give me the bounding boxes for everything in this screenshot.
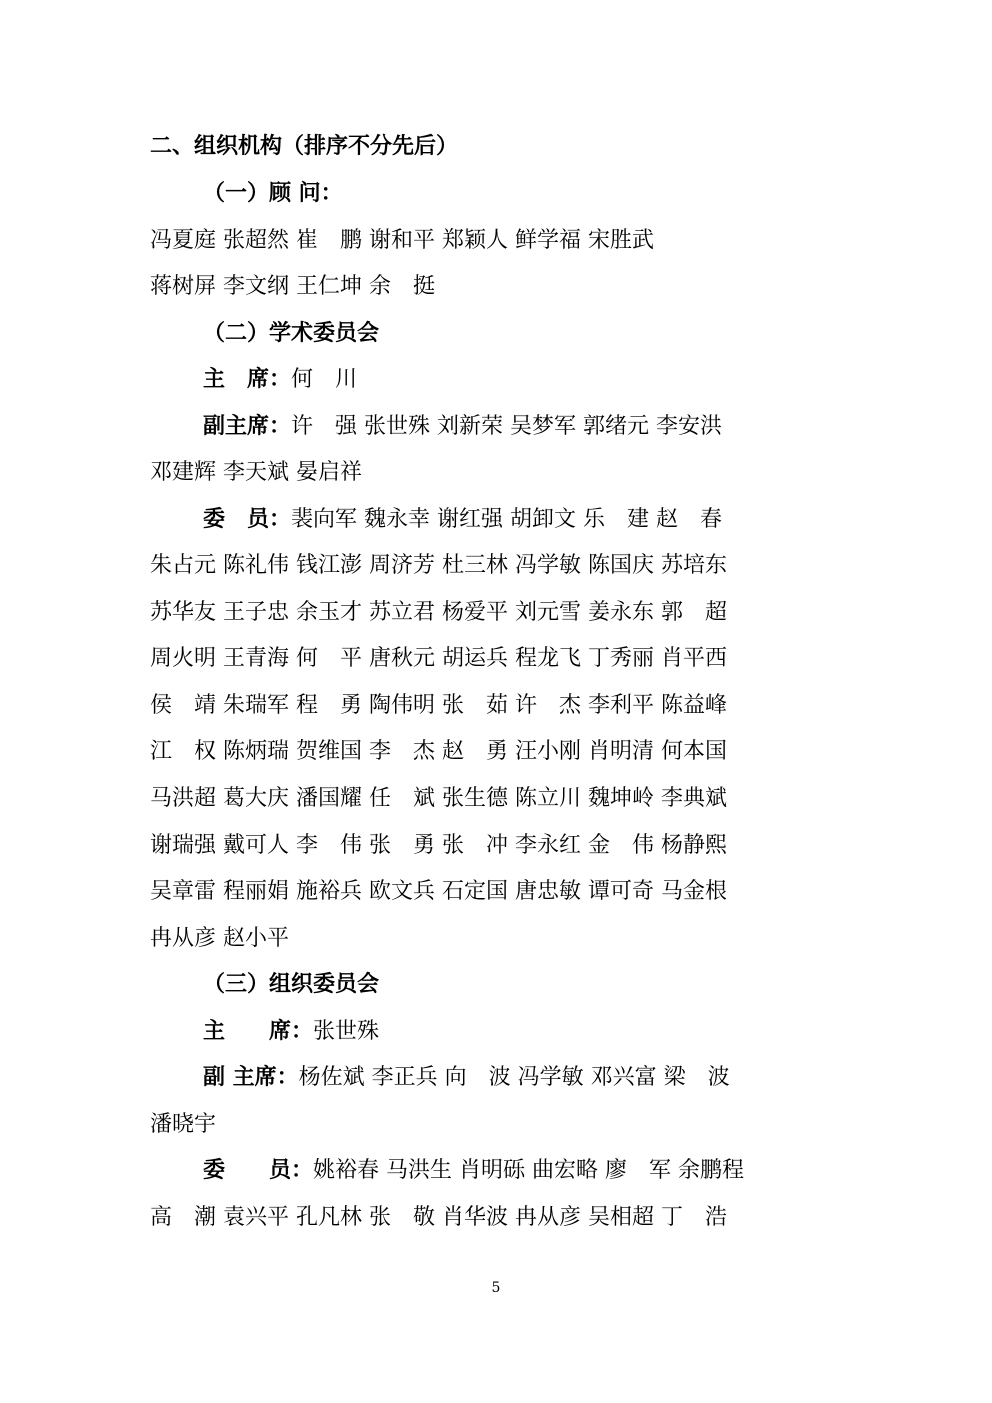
- organizing-members-names-1: 姚裕春 马洪生 肖明砾 曲宏略 廖 军 余鹏程: [313, 1158, 744, 1183]
- page-number: 5: [491, 1280, 501, 1296]
- organizing-vice-line-2: 潘晓宇: [150, 1112, 217, 1137]
- advisors-line-1: 冯夏庭 张超然 崔 鹏 谢和平 郑颖人 鲜学福 宋胜武: [150, 228, 654, 253]
- academic-members-label: 委 员：: [203, 507, 292, 532]
- organizing-members-line-2: 高 潮 袁兴平 孔凡林 张 敬 肖华波 冉从彦 吴相超 丁 浩: [150, 1205, 727, 1230]
- academic-chair-label: 主 席：: [203, 367, 292, 392]
- academic-vice-names-1: 许 强 张世殊 刘新荣 吴梦军 郭绪元 李安洪: [291, 414, 722, 439]
- organizing-vice-label: 副 主席：: [203, 1065, 299, 1090]
- academic-chair-name: 何 川: [291, 367, 358, 392]
- organizing-members-line-1: [203, 1151, 903, 1191]
- organizing-heading: （三）组织委员会: [203, 972, 380, 997]
- organizing-members-label: 委 员：: [203, 1158, 314, 1183]
- academic-members-line-2: 朱占元 陈礼伟 钱江澎 周济芳 杜三林 冯学敏 陈国庆 苏培东: [150, 553, 727, 578]
- academic-members-line-9: 吴章雷 程丽娟 施裕兵 欧文兵 石定国 唐忠敏 谭可奇 马金根: [150, 879, 727, 904]
- section-title: 二、组织机构（排序不分先后）: [150, 134, 459, 159]
- advisors-line-2: 蒋树屏 李文纲 王仁坤 余 挺: [150, 274, 435, 299]
- academic-members-line-8: 谢瑞强 戴可人 李 伟 张 勇 张 冲 李永红 金 伟 杨静熙: [150, 833, 727, 858]
- academic-members-line-7: 马洪超 葛大庆 潘国耀 任 斌 张生德 陈立川 魏坤岭 李典斌: [150, 786, 727, 811]
- organizing-vice-names-1: 杨佐斌 李正兵 向 波 冯学敏 邓兴富 梁 波: [298, 1065, 730, 1090]
- organizing-chair-line: [203, 1012, 903, 1052]
- advisors-heading: （一）顾 问：: [203, 181, 343, 206]
- academic-vice-label: 副主席：: [203, 414, 292, 439]
- academic-heading: （二）学术委员会: [203, 321, 380, 346]
- academic-members-line-6: 江 权 陈炳瑞 贺维国 李 杰 赵 勇 汪小刚 肖明清 何本国: [150, 739, 727, 764]
- academic-vice-line-2: 邓建辉 李天斌 晏启祥: [150, 460, 362, 485]
- academic-members-names-1: 裴向军 魏永幸 谢红强 胡卸文 乐 建 赵 春: [291, 507, 722, 532]
- academic-members-line-4: 周火明 王青海 何 平 唐秋元 胡运兵 程龙飞 丁秀丽 肖平西: [150, 646, 727, 671]
- academic-members-line-1: [203, 500, 903, 540]
- organizing-vice-line-1: [203, 1058, 903, 1098]
- academic-members-line-10: 冉从彦 赵小平: [150, 926, 289, 951]
- academic-chair-line: [203, 360, 903, 400]
- academic-members-line-3: 苏华友 王子忠 余玉才 苏立君 杨爱平 刘元雪 姜永东 郭 超: [150, 600, 727, 625]
- organizing-chair-label: 主 席：: [203, 1019, 314, 1044]
- academic-vice-line-1: [203, 407, 903, 447]
- organizing-chair-name: 张世殊: [313, 1019, 380, 1044]
- academic-members-line-5: 侯 靖 朱瑞军 程 勇 陶伟明 张 茹 许 杰 李利平 陈益峰: [150, 693, 727, 718]
